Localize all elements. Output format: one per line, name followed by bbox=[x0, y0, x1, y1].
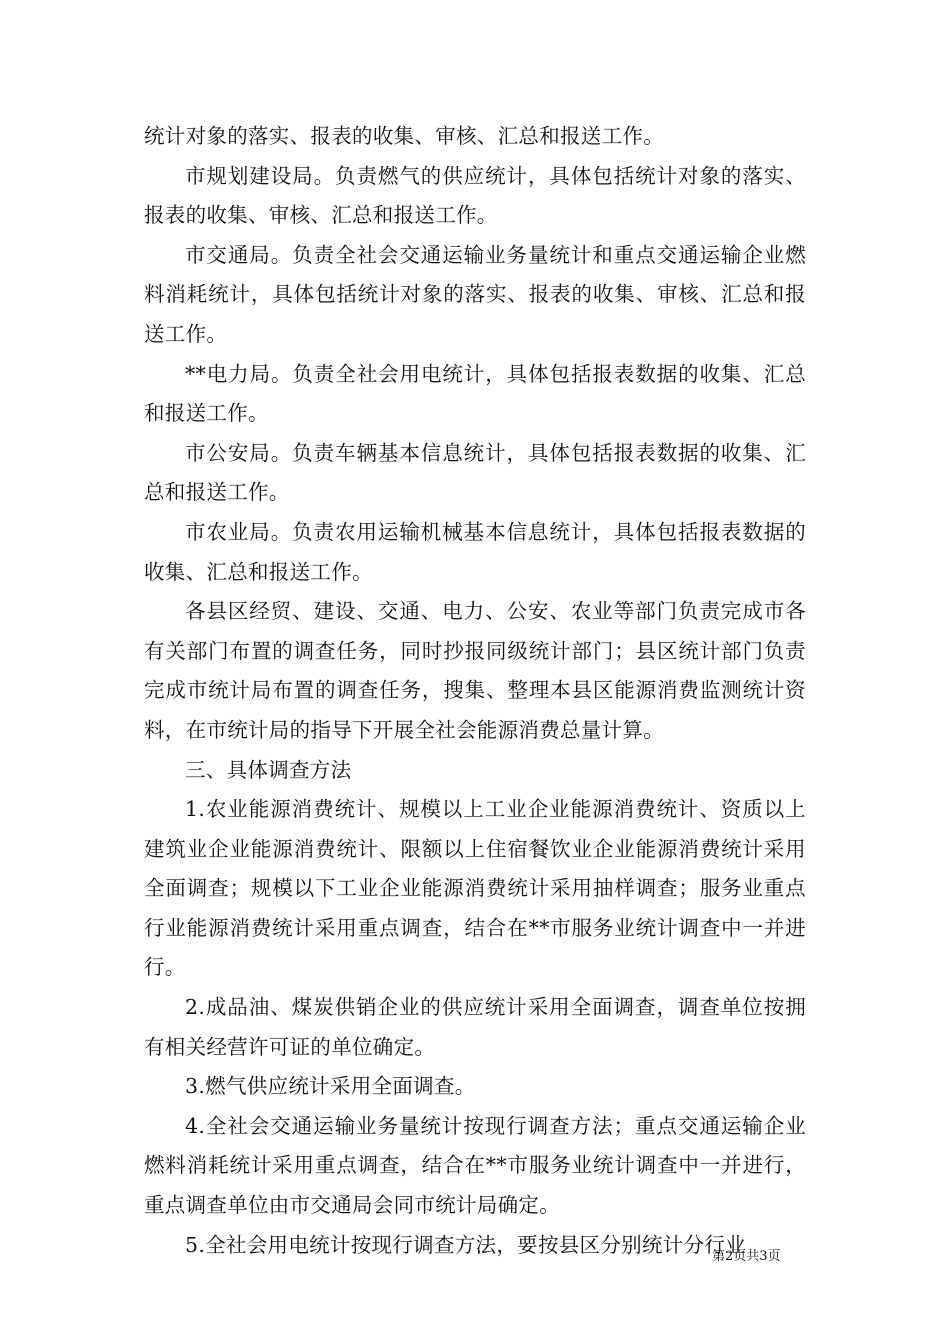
paragraph-0: 统计对象的落实、报表的收集、审核、汇总和报送工作。 bbox=[144, 124, 664, 148]
page-number-footer: 第2页共3页 bbox=[712, 1249, 781, 1264]
paragraph-6: 各县区经贸、建设、交通、电力、公安、农业等部门负责完成市各有关部门布置的调查任务，同时抄报同级统计部门；县区统计部门负责完成市统计局布置的调查任务，搜集、整理本县区能源消费监测统计资料，在市统计局的指导下开展全社会能源消费总量计算。 bbox=[144, 599, 806, 742]
section-heading-3: 三、具体调查方法 bbox=[185, 757, 352, 782]
paragraph-item-4: 4.全社会交通运输业务量统计按现行调查方法；重点交通运输企业燃料消耗统计采用重点调查，结合在**市服务业统计调查中一并进行，重点调查单位由市交通局会同市统计局确定。 bbox=[144, 1113, 806, 1218]
paragraph-1: 市规划建设局。负责燃气的供应统计，具体包括统计对象的落实、报表的收集、审核、汇总和报送工作。 bbox=[144, 163, 806, 228]
paragraph-item-2: 2.成品油、煤炭供销企业的供应统计采用全面调查，调查单位按拥有相关经营许可证的单位确定。 bbox=[144, 995, 806, 1059]
paragraph-item-3: 3.燃气供应统计采用全面调查。 bbox=[185, 1074, 476, 1099]
paragraph-5: 市农业局。负责农用运输机械基本信息统计，具体包括报表数据的收集、汇总和报送工作。 bbox=[144, 519, 806, 584]
document-body bbox=[144, 117, 806, 1265]
paragraph-4: 市公安局。负责车辆基本信息统计，具体包括报表数据的收集、汇总和报送工作。 bbox=[144, 440, 806, 505]
paragraph-item-1: 1.农业能源消费统计、规模以上工业企业能源消费统计、资质以上建筑业企业能源消费统计、限额以上住宿餐饮业企业能源消费统计采用全面调查；规模以下工业企业能源消费统计采用抽样调查；服务业重点行业能源消费统计采用重点调查，结合在**市服务业统计调查中一并进行。 bbox=[144, 797, 806, 980]
paragraph-3: **电力局。负责全社会用电统计，具体包括报表数据的收集、汇总和报送工作。 bbox=[144, 361, 806, 426]
paragraph-2: 市交通局。负责全社会交通运输业务量统计和重点交通运输企业燃料消耗统计，具体包括统计对象的落实、报表的收集、审核、汇总和报送工作。 bbox=[144, 242, 806, 346]
paragraph-item-5: 5.全社会用电统计按现行调查方法，要按县区分别统计分行业 bbox=[185, 1232, 746, 1257]
